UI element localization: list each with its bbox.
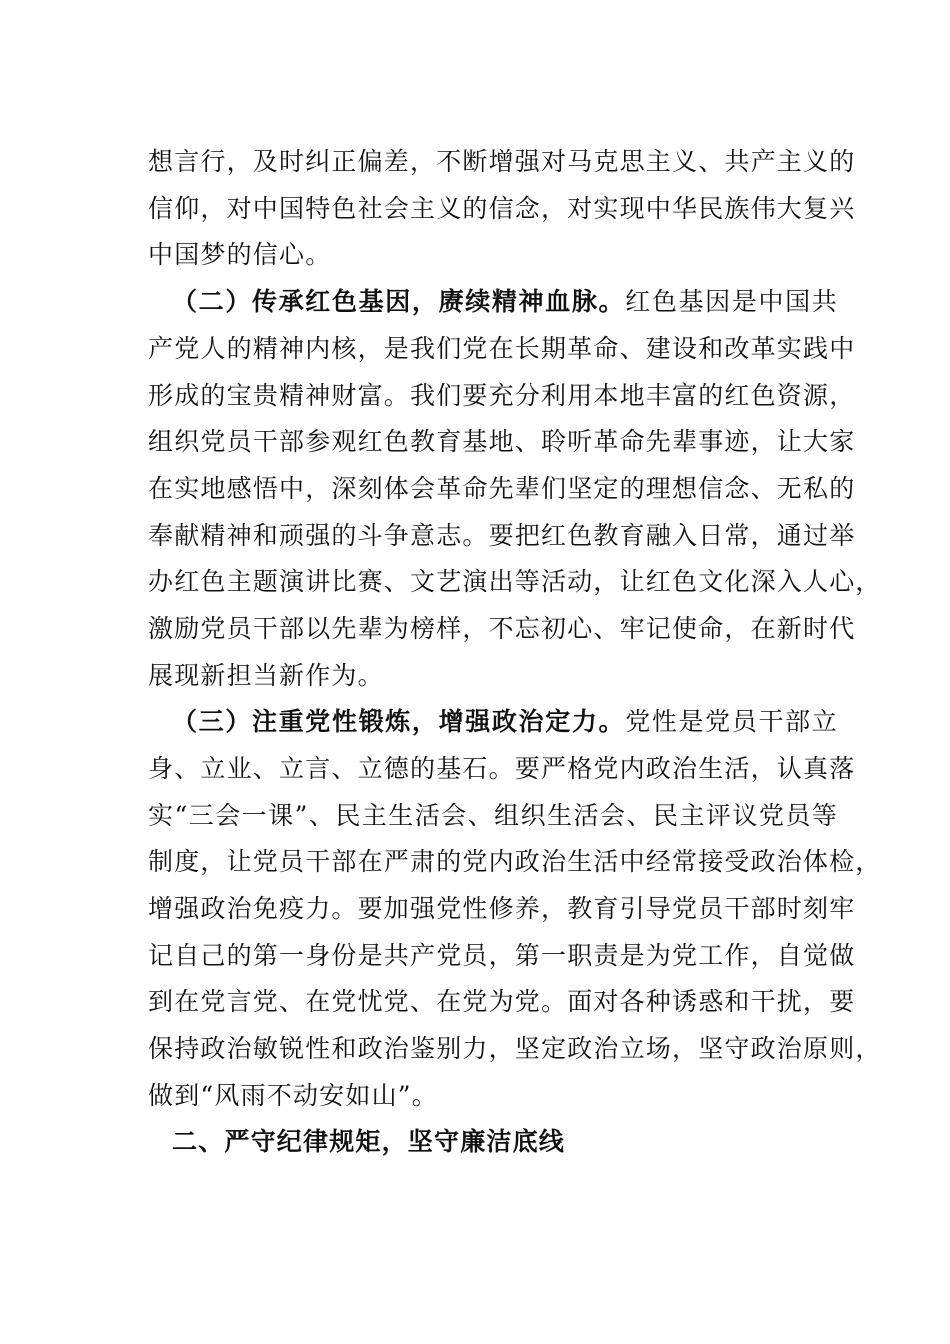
para2-first-rest: 红色基因是中国共 — [625, 287, 838, 316]
para3-line-5: 增强政治免疫力。要加强党性修养，教育引导党员干部时刻牢 — [148, 894, 856, 923]
para3-line-7: 到在党言党、在党忧党、在党为党。面对各种诱惑和干扰，要 — [148, 987, 856, 1016]
para3-line-3: 实“三会一课”、民主生活会、组织生活会、民主评议党员等 — [148, 801, 838, 830]
para3-first-rest: 党性是党员干部立 — [625, 707, 838, 736]
section-heading-2: 二、严守纪律规矩，坚守廉洁底线 — [172, 1127, 566, 1156]
para3-line-2: 身、立业、立言、立德的基石。要严格党内政治生活，认真落 — [148, 754, 856, 783]
para3-line-4: 制度，让党员干部在严肃的党内政治生活中经常接受政治体检， — [148, 847, 882, 876]
para2-line-2: 产党人的精神内核，是我们党在长期革命、建设和改革实践中 — [148, 334, 856, 363]
para2-line-3: 形成的宝贵精神财富。我们要充分利用本地丰富的红色资源， — [148, 381, 856, 410]
para2-first-line — [172, 287, 838, 317]
para2-line-6: 奉献精神和顽强的斗争意志。要把红色教育融入日常，通过举 — [148, 521, 856, 550]
para3-first-line — [172, 707, 838, 737]
para1-line-3: 中国梦的信心。 — [148, 240, 332, 269]
para2-line-7: 办红色主题演讲比赛、文艺演出等活动，让红色文化深入人心， — [148, 567, 882, 596]
para1-line-2: 信仰，对中国特色社会主义的信念，对实现中华民族伟大复兴 — [148, 194, 856, 223]
para1-line-1: 想言行，及时纠正偏差，不断增强对马克思主义、共产主义的 — [148, 147, 856, 176]
para2-lead: （二）传承红色基因，赓续精神血脉。 — [172, 287, 626, 316]
para3-line-6: 记自己的第一身份是共产党员，第一职责是为党工作，自觉做 — [148, 941, 856, 970]
para3-line-8: 保持政治敏锐性和政治鉴别力，坚定政治立场，坚守政治原则， — [148, 1034, 882, 1063]
para2-line-4: 组织党员干部参观红色教育基地、聆听革命先辈事迹，让大家 — [148, 427, 856, 456]
para3-lead: （三）注重党性锻炼，增强政治定力。 — [172, 707, 626, 736]
para2-line-9: 展现新担当新作为。 — [148, 661, 384, 690]
para2-line-8: 激励党员干部以先辈为榜样，不忘初心、牢记使命，在新时代 — [148, 614, 856, 643]
para3-line-9: 做到“风雨不动安如山”。 — [148, 1081, 438, 1110]
para2-line-5: 在实地感悟中，深刻体会革命先辈们坚定的理想信念、无私的 — [148, 474, 856, 503]
